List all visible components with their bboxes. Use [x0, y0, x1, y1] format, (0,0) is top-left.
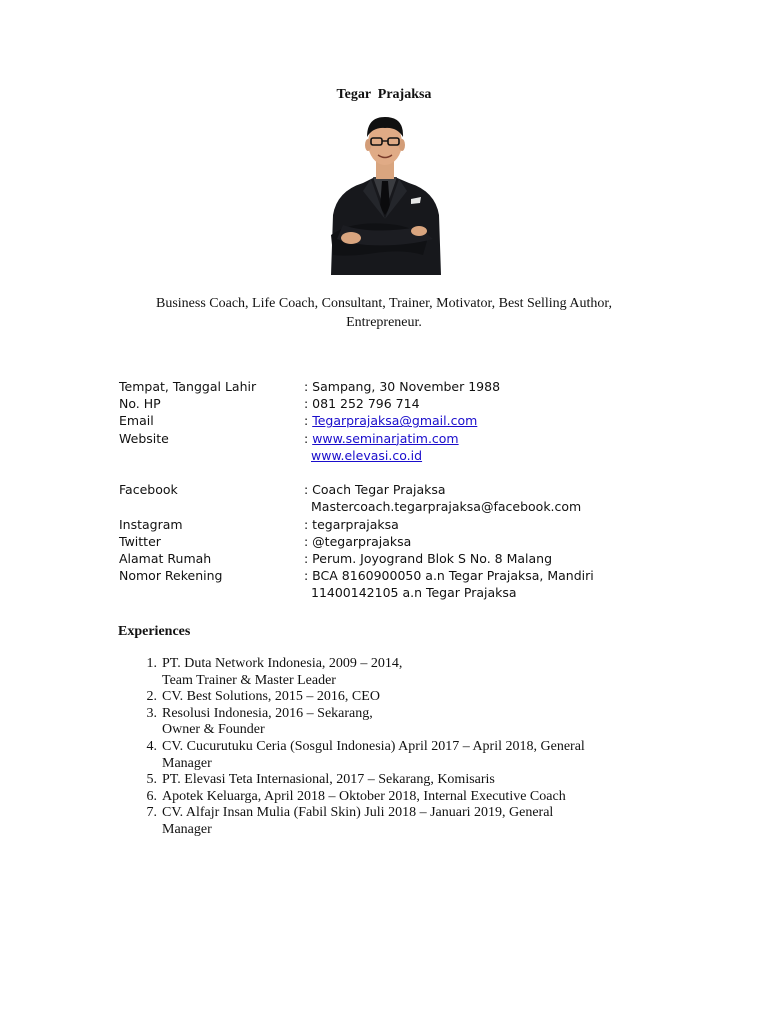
website-link-seminarjatim[interactable]: www.seminarjatim.com: [312, 430, 459, 446]
profile-photo: [323, 107, 447, 275]
experience-text: PT. Elevasi Teta Internasional, 2017 – Sekarang, Komisaris: [162, 772, 495, 788]
list-item: [120, 772, 651, 789]
info-row-phone: [119, 395, 679, 412]
birth-value: : Sampang, 30 November 1988: [304, 379, 501, 394]
list-item: [120, 689, 651, 706]
list-item: [120, 739, 651, 772]
list-number: 1.: [146, 656, 157, 671]
info-row-account: [119, 567, 679, 584]
professional-tagline: Business Coach, Life Coach, Consultant, Trainer, Motivator, Best Selling Author, Entrepreneur.: [155, 296, 612, 330]
experience-text: CV. Alfajr Insan Mulia (Fabil Skin) Juli 2018 – Januari 2019, General: [162, 805, 554, 821]
list-number: 4.: [146, 738, 157, 754]
info-row-address: [119, 550, 679, 567]
birth-label: Tempat, Tanggal Lahir: [119, 379, 257, 394]
list-number: 7.: [146, 805, 157, 821]
facebook-value-2: Mastercoach.tegarprajaksa@facebook.com: [311, 499, 582, 515]
list-number: 5.: [146, 772, 157, 788]
list-number: 3.: [146, 705, 157, 721]
experience-text: Owner & Founder: [162, 722, 265, 738]
website-link-elevasi[interactable]: www.elevasi.co.id: [311, 447, 423, 463]
info-row-facebook: [119, 481, 679, 498]
list-item: [120, 789, 651, 806]
experience-text: CV. Best Solutions, 2015 – 2016, CEO: [162, 689, 380, 705]
instagram-label: Instagram: [119, 516, 183, 532]
list-item: [120, 805, 651, 838]
list-number: 2.: [146, 689, 157, 705]
experience-text: Apotek Keluarga, April 2018 – Oktober 2018, Internal Executive Coach: [162, 788, 566, 804]
info-row-website: [119, 430, 679, 447]
email-label: Email: [119, 413, 154, 429]
twitter-value: : @tegarprajaksa: [304, 533, 412, 549]
website-label: Website: [119, 430, 169, 446]
phone-label: No. HP: [119, 396, 161, 412]
info-row-instagram: [119, 516, 679, 533]
phone-value: : 081 252 796 714: [304, 396, 420, 412]
experience-text: CV. Cucurutuku Ceria (Sosgul Indonesia) April 2017 – April 2018, General: [162, 738, 585, 754]
website-prefix: :: [304, 430, 313, 446]
info-row-email: [119, 412, 679, 429]
experience-text: Resolusi Indonesia, 2016 – Sekarang,: [162, 705, 373, 721]
info-row-website-2: [119, 447, 679, 464]
account-value: : BCA 8160900050 a.n Tegar Prajaksa, Mandiri: [304, 568, 594, 584]
experiences-list: [120, 656, 651, 839]
list-item: [120, 656, 651, 689]
personal-info-block: [119, 378, 679, 602]
experience-text: Team Trainer & Master Leader: [162, 672, 336, 688]
account-value-2: 11400142105 a.n Tegar Prajaksa: [311, 585, 517, 601]
experience-text: Manager: [162, 755, 212, 771]
facebook-label: Facebook: [119, 482, 178, 498]
email-link[interactable]: Tegarprajaksa@gmail.com: [312, 413, 478, 429]
facebook-value: : Coach Tegar Prajaksa: [304, 482, 446, 498]
list-item: [120, 706, 651, 739]
experience-text: Manager: [162, 821, 212, 837]
address-label: Alamat Rumah: [119, 551, 212, 567]
twitter-label: Twitter: [119, 533, 161, 549]
experience-text: PT. Duta Network Indonesia, 2009 – 2014,: [162, 656, 403, 671]
email-prefix: :: [304, 413, 313, 429]
info-row-birth: [119, 378, 679, 395]
experiences-heading: Experiences: [118, 624, 191, 639]
address-value: : Perum. Joyogrand Blok S No. 8 Malang: [304, 551, 552, 567]
info-row-twitter: [119, 533, 679, 550]
list-number: 6.: [146, 788, 157, 804]
account-label: Nomor Rekening: [119, 568, 223, 584]
person-name: Tegar Prajaksa: [336, 87, 432, 102]
instagram-value: : tegarprajaksa: [304, 516, 399, 532]
